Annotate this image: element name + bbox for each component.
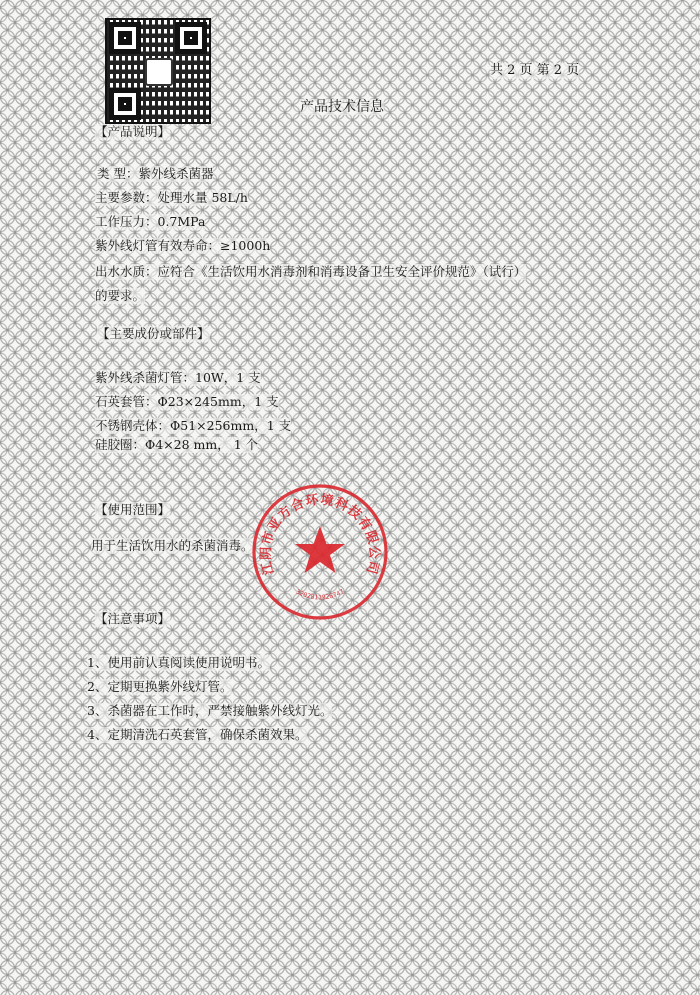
qr-center-logo [145, 58, 173, 86]
product-quality-line-2: 的要求。 [95, 288, 146, 303]
scope-heading: 【使用范围】 [95, 502, 171, 517]
svg-text:3202811926747 [295, 588, 346, 602]
qr-finder-top-right [175, 22, 207, 54]
page-number: 共 2 页 第 2 页 [490, 63, 580, 78]
product-pressure-line: 工作压力：0.7MPa [95, 214, 206, 229]
notes-heading: 【注意事项】 [95, 611, 171, 626]
note-item: 4、定期清洗石英套管，确保杀菌效果。 [87, 727, 308, 742]
qr-code-icon [105, 18, 211, 124]
components-heading: 【主要成份或部件】 [97, 326, 210, 341]
page-title: 产品技术信息 [300, 99, 384, 115]
seal-text: 江阴市亚方合环境科技有限公司 [258, 492, 382, 577]
product-desc-heading: 【产品说明】 [95, 124, 171, 139]
seal-number: 3202811926747 [294, 587, 346, 602]
product-type-line: 类 型：紫外线杀菌器 [97, 166, 214, 181]
note-item: 3、杀菌器在工作时，严禁接触紫外线灯光。 [87, 703, 333, 718]
component-quartz-sleeve: 石英套管：Φ23×245mm，1 支 [95, 394, 279, 409]
note-item: 1、使用前认真阅读使用说明书。 [87, 655, 270, 670]
seal-star-icon [295, 526, 345, 573]
product-lifetime-line: 紫外线灯管有效寿命：≥1000h [95, 238, 271, 253]
note-item: 2、定期更换紫外线灯管。 [87, 679, 233, 694]
qr-finder-bottom-left [109, 88, 141, 120]
qr-finder-top-left [109, 22, 141, 54]
component-silicone-ring: 硅胶圈：Φ4×28 mm， 1 个 [95, 437, 259, 452]
component-lamp: 紫外线杀菌灯管：10W，1 支 [95, 370, 261, 385]
product-params-line: 主要参数：处理水量 58L/h [95, 190, 248, 205]
scope-line: 用于生活饮用水的杀菌消毒。 [91, 538, 254, 553]
company-seal [250, 482, 390, 622]
seal-graphic [250, 482, 390, 622]
component-steel-shell: 不锈钢壳体：Φ51×256mm，1 支 [95, 418, 292, 433]
product-quality-line: 出水水质：应符合《生活饮用水消毒剂和消毒设备卫生安全评价规范》（试行） [95, 264, 527, 279]
